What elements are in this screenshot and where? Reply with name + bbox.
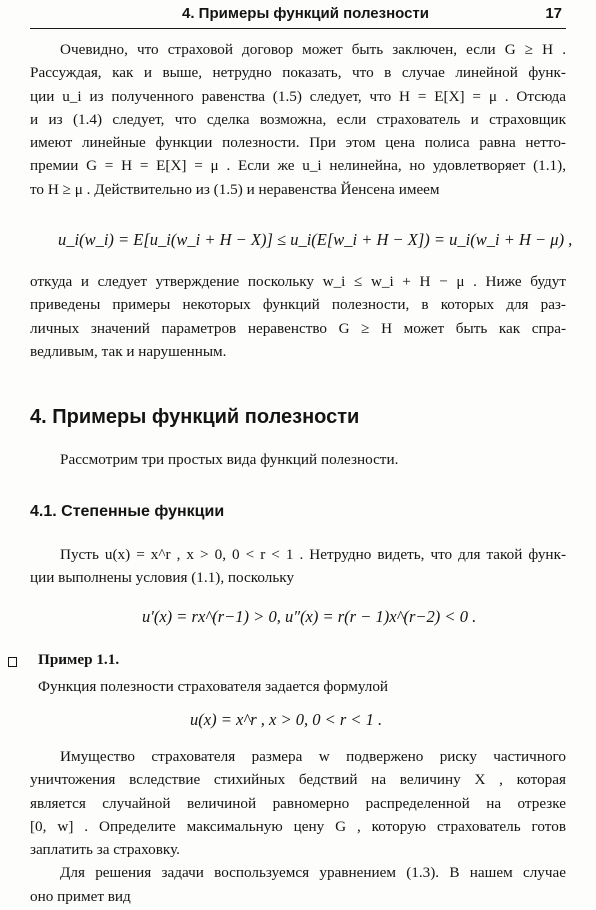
page-number: 17 <box>545 5 562 22</box>
text-line: является случайной величиной равномерно распределенной на отрезке <box>30 794 566 812</box>
text-line: Функция полезности страхователя задается формулой <box>38 678 389 695</box>
text-line: приведены примеры некоторых функций полезности, в которых для раз- <box>30 296 566 314</box>
section-heading: 4. Примеры функций полезности <box>30 406 360 428</box>
text-line: Рассуждая, как и выше, нетрудно показать, что в случае линейной функ- <box>30 64 566 82</box>
text-line: Рассмотрим три простых вида функций полезности. <box>60 451 399 468</box>
text-line: и из (1.4) следует, что сделка возможна, если страхователь и страховщик <box>30 110 566 128</box>
text-line: ции выполнены условия (1.1), поскольку <box>30 569 295 587</box>
paragraph-conclusion <box>30 270 566 363</box>
running-title: 4. Примеры функций полезности <box>182 5 430 22</box>
example-marker-icon <box>8 657 17 667</box>
text-line: Очевидно, что страховой договор может быть заключен, если G ≥ H . <box>60 41 566 58</box>
text-line: [0, w] . Определите максимальную цену G , которую страхователь готов <box>30 817 566 835</box>
text-line: премии G = H = E[X] = μ . Если же u_i нелинейна, но удовлетворяет (1.1), <box>30 157 566 175</box>
text-line: имеют линейные функции полезности. При этом цена полиса равна нетто- <box>30 134 566 152</box>
text-line: откуда и следует утверждение поскольку w_i ≤ w_i + H − μ . Ниже будут <box>30 273 566 290</box>
example-title: Пример 1.1. <box>38 651 120 668</box>
text-line: Имущество страхователя размера w подвержено риску частичного <box>60 748 566 765</box>
text-line: заплатить за страховку. <box>30 841 180 859</box>
text-line: ции u_i из полученного равенства (1.5) следует, что H = E[X] = μ . Отсюда <box>30 87 566 105</box>
text-line: ведливым, так и нарушенным. <box>30 342 227 360</box>
text-line: Пусть u(x) = x^r , x > 0, 0 < r < 1 . Нетрудно видеть, что для такой функ- <box>60 546 566 563</box>
text-line: личных значений параметров неравенство G ≥ H может быть как спра- <box>30 319 566 337</box>
text-line: оно примет вид <box>30 887 131 905</box>
subsection-text <box>30 543 566 590</box>
derivative-equation: u′(x) = rx^(r−1) > 0, u″(x) = r(r − 1)x^(r−2) < 0 . <box>142 607 477 626</box>
running-header <box>30 0 566 29</box>
text-line: уничтожения вследствие стихийных бедствий на величину X , которая <box>30 771 566 789</box>
text-line: то H ≥ μ . Действительно из (1.5) и неравенства Йенсена имеем <box>30 180 440 198</box>
text-line: Для решения задачи воспользуемся уравнением (1.3). В нашем случае <box>60 864 566 882</box>
subsection-heading: 4.1. Степенные функции <box>30 503 225 520</box>
utility-formula: u(x) = x^r , x > 0, 0 < r < 1 . <box>190 710 383 729</box>
paragraph-insurance-contract <box>30 38 566 201</box>
example-problem-text <box>30 745 566 908</box>
section-intro <box>30 448 566 471</box>
jensen-equation: u_i(w_i) = E[u_i(w_i + H − X)] ≤ u_i(E[w_i + H − X]) = u_i(w_i + H − μ) , <box>58 230 573 249</box>
example-intro <box>38 675 566 698</box>
